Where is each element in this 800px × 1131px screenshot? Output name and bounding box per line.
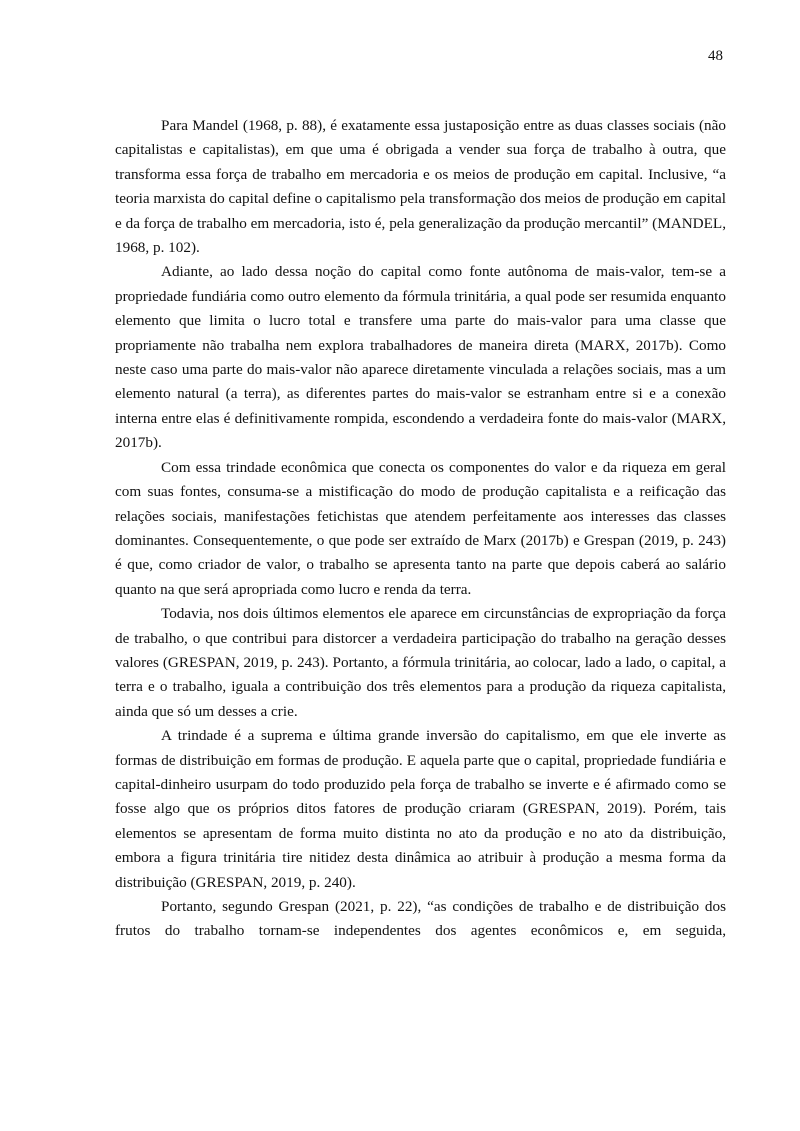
paragraph-3: Com essa trindade econômica que conecta os componentes do valor e da riqueza em geral com suas fontes, consuma-se a mistificação do modo de produção capitalista e a reificação das relações sociais, manifestações fetichistas que atendem perfeitamente aos interesses das classes dominantes. Consequentemente, o que pode ser extraído de Marx (2017b) e Grespan (2019, p. 243) é que, como criador de valor, o trabalho se apresenta tanto na parte que depois caberá ao salário quanto na que será apropriada como lucro e renda da terra. [115, 458, 726, 598]
paragraph-6: Portanto, segundo Grespan (2021, p. 22), “as condições de trabalho e de distribuição dos frutos do trabalho tornam-se independentes dos agentes econômicos e, em seguida, [115, 898, 726, 940]
paragraph-4: Todavia, nos dois últimos elementos ele aparece em circunstâncias de expropriação da força de trabalho, o que contribui para distorcer a verdadeira participação do trabalho na geração desses valores (GRESPAN, 2019, p. 243). Portanto, a fórmula trinitária, ao colocar, lado a lado, o capital, a terra e o trabalho, iguala a contribuição dos três elementos para a produção da riqueza capitalista, ainda que só um desses a crie. [115, 605, 726, 720]
paragraph-1: Para Mandel (1968, p. 88), é exatamente essa justaposição entre as duas classes sociais (não capitalistas e capitalistas), em que uma é obrigada a vender sua força de trabalho à outra, que transforma essa força de trabalho em mercadoria e os meios de produção em capital. Inclusive, “a teoria marxista do capital define o capitalismo pela transformação dos meios de produção em capital e da força de trabalho em mercadoria, isto é, pela generalização da produção mercantil” (MANDEL, 1968, p. 102). [115, 117, 726, 257]
page-number: 48 [708, 48, 723, 64]
paragraph-5: A trindade é a suprema e última grande inversão do capitalismo, em que ele inverte as formas de distribuição em formas de produção. E aquela parte que o capital, propriedade fundiária e capital-dinheiro usurpam do todo produzido pela força de trabalho se inverte e é afirmado como se fosse algo que os próprios ditos fatores de produção criaram (GRESPAN, 2019). Porém, tais elementos se apresentam de forma muito distinta no ato da produção e no ato da distribuição, embora a figura trinitária tire nitidez desta dinâmica ao atribuir à produção a mesma forma da distribuição (GRESPAN, 2019, p. 240). [115, 727, 726, 891]
paragraph-2: Adiante, ao lado dessa noção do capital como fonte autônoma de mais-valor, tem-se a propriedade fundiária como outro elemento da fórmula trinitária, a qual pode ser resumida enquanto elemento que limita o lucro total e transfere uma parte do mais-valor para uma classe que propriamente não trabalha nem explora trabalhadores de maneira direta (MARX, 2017b). Como neste caso uma parte do mais-valor não aparece diretamente vinculada a relações sociais, mas a um elemento natural (a terra), as diferentes partes do mais-valor se estranham entre si e a conexão interna entre elas é definitivamente rompida, escondendo a verdadeira fonte do mais-valor (MARX, 2017b). [115, 263, 726, 452]
document-body [115, 114, 726, 944]
